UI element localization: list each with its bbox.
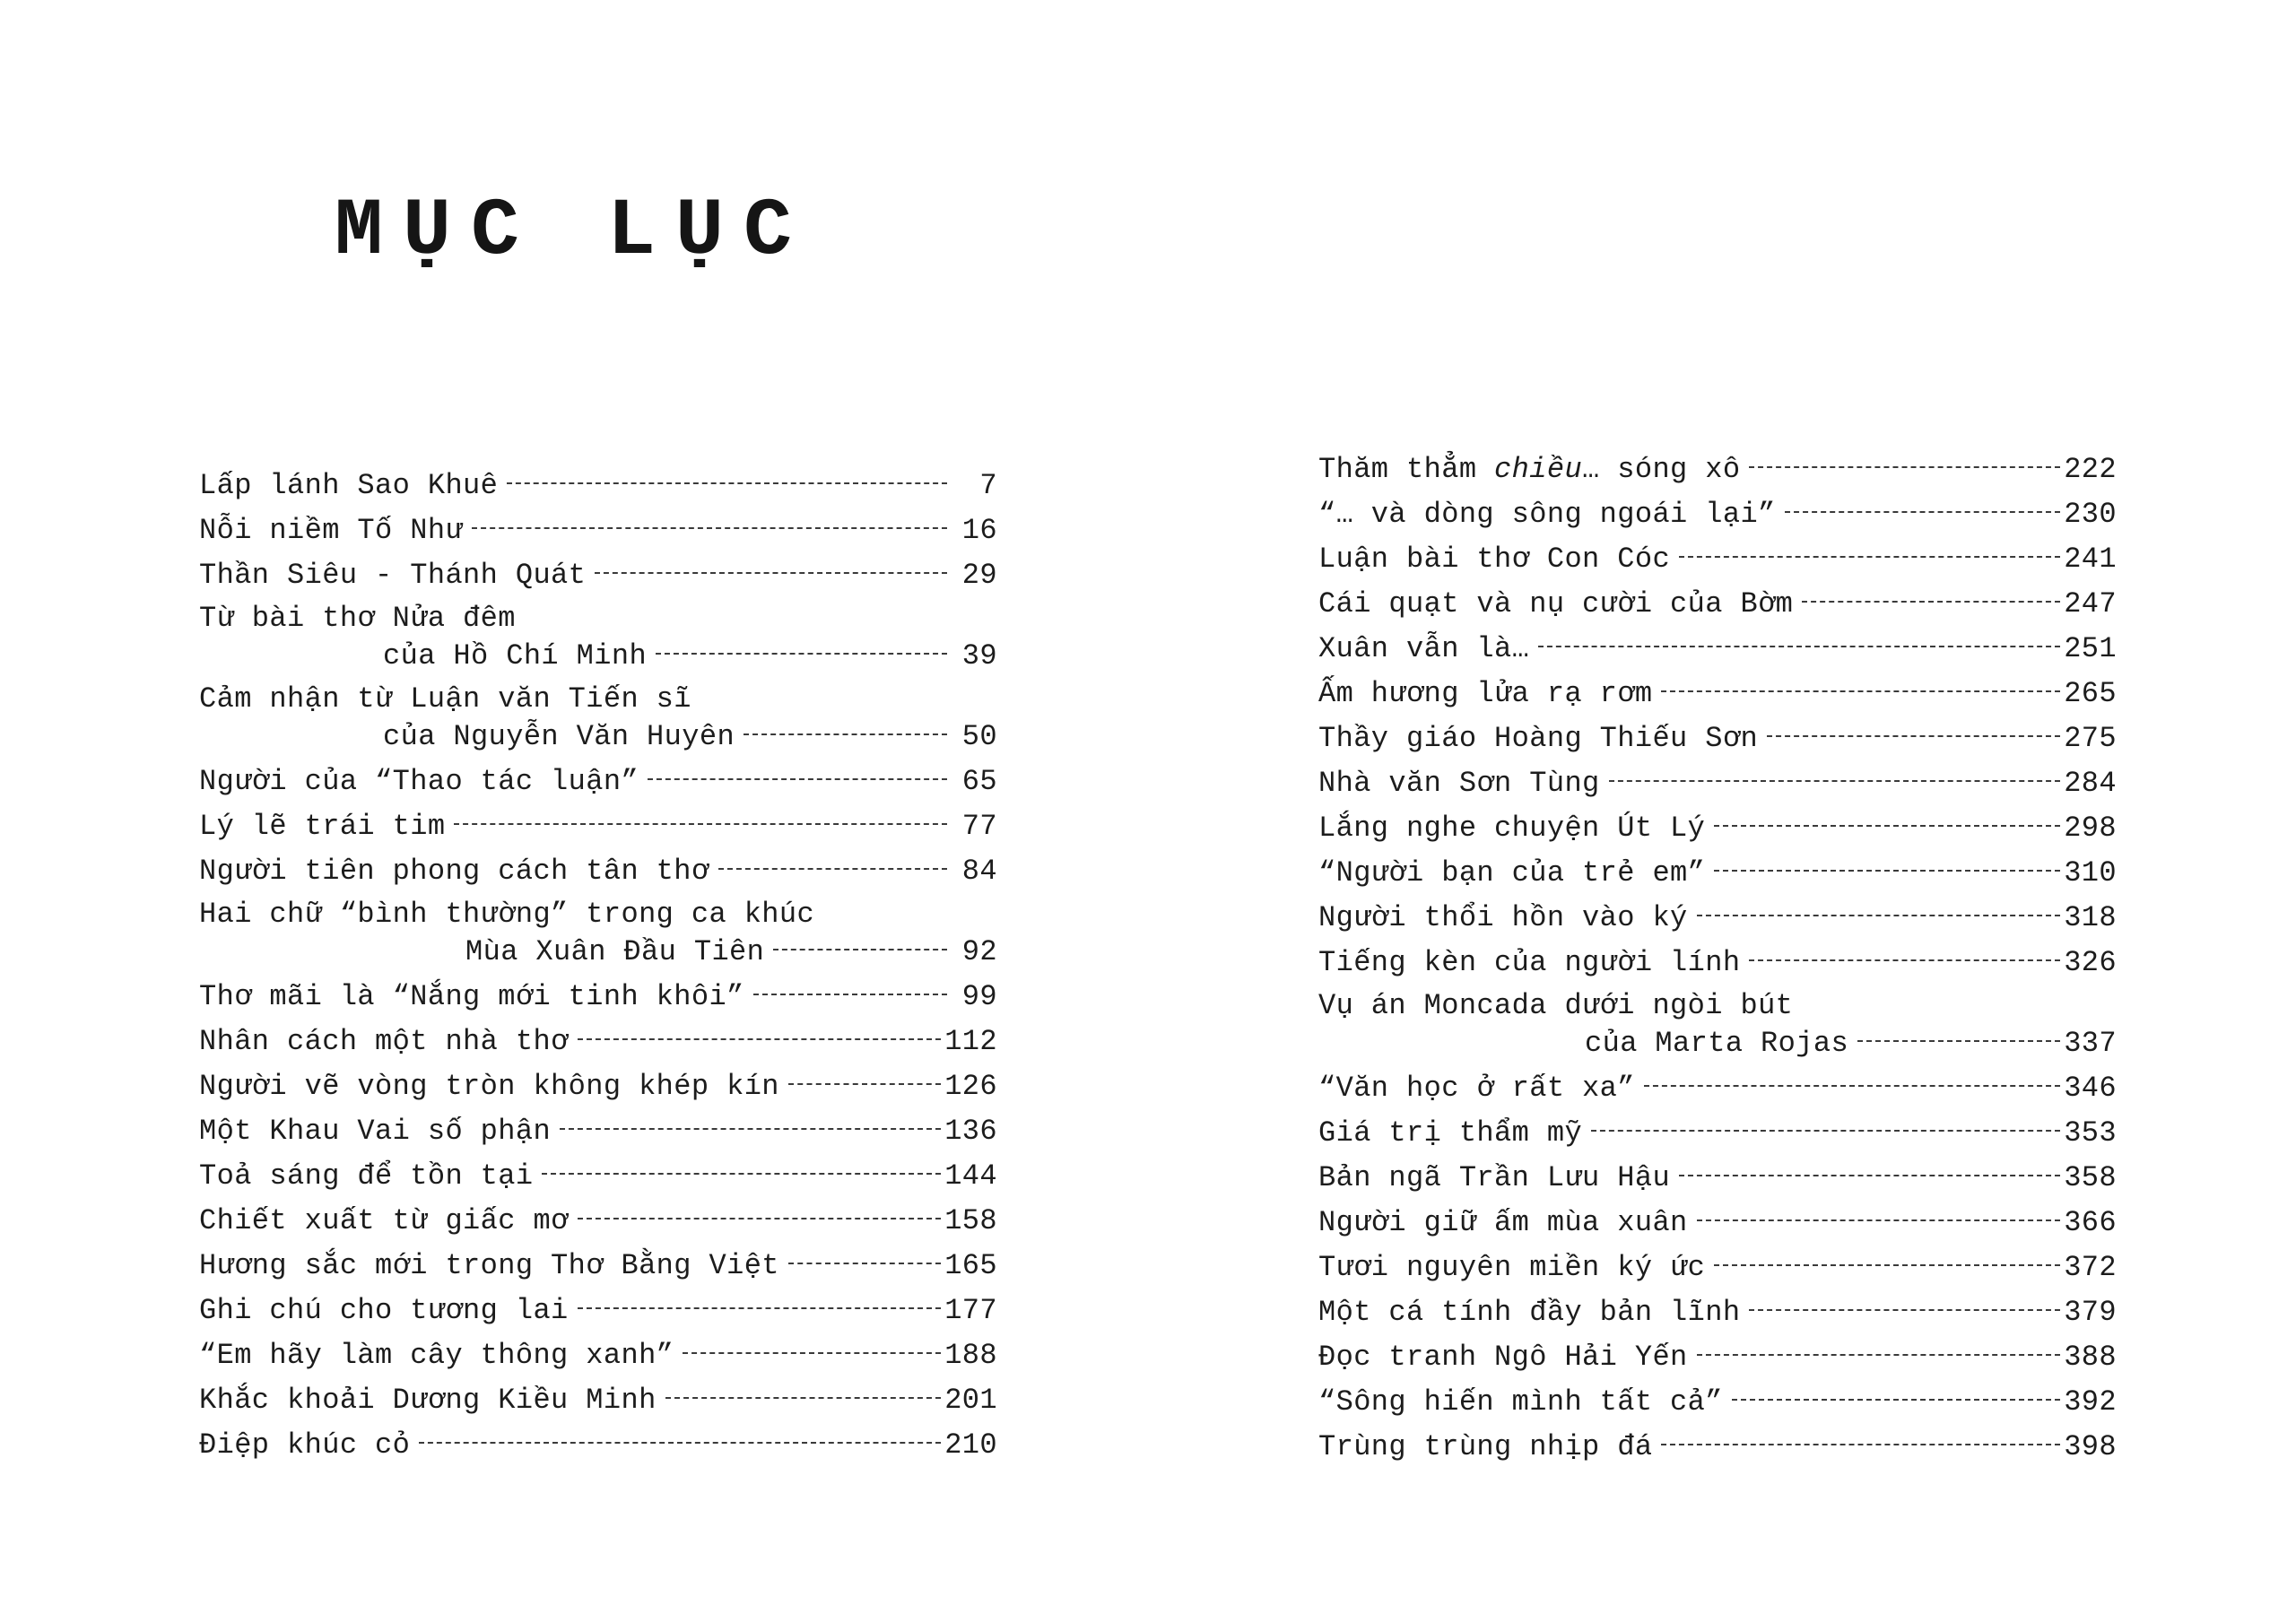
page-number: 92 [961,935,997,968]
toc-entry [1318,764,2117,803]
page-number: 39 [961,639,997,673]
page-number: 50 [961,720,997,753]
dot-leader [1767,735,2060,737]
page-number: 126 [944,1070,997,1103]
page-title: MỤC LỤC [335,187,813,278]
entry-title: Thăm thẳm chiều… sóng xô [1318,453,1741,486]
entry-title: Điệp khúc cỏ [199,1428,411,1462]
page-number: 251 [2064,632,2117,665]
dot-leader [472,527,947,529]
entry-title: Luận bài thơ Con Cóc [1318,542,1671,576]
page-number: 358 [2064,1161,2117,1194]
dot-leader [773,949,947,950]
page-number: 65 [961,765,997,798]
toc-right-column [1318,450,2117,1472]
dot-leader [1714,870,2060,872]
toc-entry [1318,450,2117,490]
page-number: 379 [2064,1296,2117,1329]
page-number: 284 [2064,767,2117,800]
entry-title-line1: Hai chữ “bình thường” trong ca khúc [199,898,815,931]
entry-title: Nhân cách một nhà thơ [199,1025,569,1058]
entry-title-line1: Vụ án Moncada dưới ngòi bút [1318,989,1794,1022]
dot-leader [1749,959,2060,961]
entry-title: Lắng nghe chuyện Út Lý [1318,812,1706,845]
page-number: 398 [2064,1430,2117,1463]
dot-leader [1679,556,2060,558]
toc-left-column [199,466,997,1471]
dot-leader [788,1083,941,1085]
dot-leader [1785,511,2061,513]
page-number: 388 [2064,1341,2117,1374]
entry-title: Tiếng kèn của người lính [1318,946,1741,979]
dot-leader [1697,1219,2061,1221]
dot-leader [683,1352,941,1354]
toc-entry [1318,674,2117,714]
dot-leader [665,1397,942,1399]
dot-leader [560,1128,941,1130]
toc-entry [199,1157,997,1196]
dot-leader [1644,1085,2060,1087]
dot-leader [1661,1444,2060,1445]
entry-title: Thầy giáo Hoàng Thiếu Sơn [1318,722,1759,755]
entry-title: Nỗi niềm Tố Như [199,514,464,547]
entry-title: Người giữ ấm mùa xuân [1318,1206,1688,1239]
page-number: 84 [961,855,997,888]
toc-entry [1318,1293,2117,1332]
page-number: 318 [2064,901,2117,934]
dot-leader [1661,690,2060,692]
toc-entry [199,1202,997,1241]
dot-leader [1679,1175,2060,1176]
dot-leader [578,1038,942,1040]
dot-leader [1714,825,2060,827]
page-number: 77 [961,810,997,843]
entry-title: Giá trị thẩm mỹ [1318,1116,1583,1150]
toc-entry [199,807,997,846]
entry-title: Toả sáng để tồn tại [199,1159,534,1193]
entry-title: Lấp lánh Sao Khuê [199,469,499,502]
entry-title: Bản ngã Trần Lưu Hậu [1318,1161,1671,1194]
toc-entry [1318,1069,2117,1108]
dot-leader [1857,1040,2060,1042]
page-number: 298 [2064,812,2117,845]
toc-entry [1318,1159,2117,1198]
entry-title: Xuân vẫn là… [1318,632,1530,665]
entry-title: Người thổi hồn vào ký [1318,901,1688,934]
dot-leader [656,653,947,655]
dot-leader [1802,601,2060,603]
dot-leader [1749,1309,2060,1311]
toc-entry [199,556,997,595]
page-number: 16 [961,514,997,547]
page-number: 353 [2064,1116,2117,1150]
dot-leader [1749,466,2060,468]
dot-leader [1538,646,2060,647]
toc-entry [1318,1383,2117,1422]
entry-title: “Em hãy làm cây thông xanh” [199,1339,674,1372]
toc-entry [199,1426,997,1465]
entry-title: “Sông hiến mình tất cả” [1318,1385,1723,1419]
dot-leader [1591,1130,2060,1132]
entry-title: Trùng trùng nhịp đá [1318,1430,1653,1463]
toc-entry [199,897,997,972]
page-number: 201 [944,1384,997,1417]
toc-entry [1318,1338,2117,1377]
entry-title-line2: của Marta Rojas [1585,1027,1849,1060]
toc-entry [1318,943,2117,983]
dot-leader [1697,1354,2061,1356]
page-number: 275 [2064,722,2117,755]
page-number: 144 [944,1159,997,1193]
toc-entry [199,1112,997,1151]
dot-leader [744,733,947,735]
page-number: 29 [961,559,997,592]
toc-entry [199,762,997,802]
toc-entry [199,852,997,891]
entry-title: Nhà văn Sơn Tùng [1318,767,1600,800]
toc-entry [1318,1114,2117,1153]
entry-title: Khắc khoải Dương Kiều Minh [199,1384,657,1417]
dot-leader [1732,1399,2060,1401]
page-number: 247 [2064,587,2117,621]
toc-entry [199,466,997,506]
dot-leader [578,1218,942,1219]
page-number: 392 [2064,1385,2117,1419]
toc-entry [199,511,997,551]
toc-entry [199,1381,997,1420]
toc-entry [1318,854,2117,893]
page-number: 177 [944,1294,997,1327]
dot-leader [1697,915,2061,916]
entry-title: Đọc tranh Ngô Hải Yến [1318,1341,1688,1374]
dot-leader [718,868,948,870]
page-number: 99 [961,980,997,1013]
page-number: 158 [944,1204,997,1237]
entry-title-line2: của Nguyễn Văn Huyên [383,720,735,753]
toc-entry [1318,495,2117,534]
dot-leader [1714,1264,2060,1266]
toc-entry [1318,1248,2117,1288]
entry-title: Thơ mãi là “Nắng mới tinh khôi” [199,980,744,1013]
page-number: 346 [2064,1072,2117,1105]
page-number: 188 [944,1339,997,1372]
toc-entry [1318,898,2117,938]
page-number: 265 [2064,677,2117,710]
toc-entry [1318,585,2117,624]
page-number: 7 [979,469,997,502]
entry-title: Người vẽ vòng tròn không khép kín [199,1070,779,1103]
toc-entry [199,1022,997,1062]
dot-leader [542,1173,941,1175]
toc-entry [1318,988,2117,1063]
page-number: 112 [944,1025,997,1058]
toc-entry [1318,1428,2117,1467]
entry-title: Ghi chú cho tương lai [199,1294,569,1327]
page-number: 337 [2064,1027,2117,1060]
entry-title: Hương sắc mới trong Thơ Bằng Việt [199,1249,779,1282]
toc-entry [199,601,997,676]
entry-title: “Văn học ở rất xa” [1318,1072,1635,1105]
page-number: 136 [944,1115,997,1148]
dot-leader [788,1263,941,1264]
toc-entry [1318,629,2117,669]
entry-title: Lý lẽ trái tim [199,810,446,843]
dot-leader [648,778,947,780]
entry-title: Cái quạt và nụ cười của Bờm [1318,587,1794,621]
page-number: 241 [2064,542,2117,576]
toc-entry [1318,809,2117,848]
dot-leader [507,482,947,484]
entry-title: Người tiên phong cách tân thơ [199,855,709,888]
entry-title: Thần Siêu - Thánh Quát [199,559,587,592]
page-number: 230 [2064,498,2117,531]
toc-entry [199,681,997,757]
page-number: 326 [2064,946,2117,979]
entry-title: Chiết xuất từ giấc mơ [199,1204,569,1237]
entry-title-line1: Từ bài thơ Nửa đêm [199,602,516,635]
entry-title: Ấm hương lửa rạ rơm [1318,677,1653,710]
entry-title: “… và dòng sông ngoái lại” [1318,498,1776,531]
toc-entry [1318,540,2117,579]
toc-entry [199,1067,997,1107]
page-number: 372 [2064,1251,2117,1284]
entry-title-line1: Cảm nhận từ Luận văn Tiến sĩ [199,682,691,716]
dot-leader [454,823,947,825]
dot-leader [595,572,947,574]
entry-title-line2: Mùa Xuân Đầu Tiên [465,935,765,968]
toc-entry [199,1246,997,1286]
entry-title-line2: của Hồ Chí Minh [383,639,648,673]
entry-title: Một cá tính đầy bản lĩnh [1318,1296,1741,1329]
entry-title: “Người bạn của trẻ em” [1318,856,1706,890]
entry-title: Người của “Thao tác luận” [199,765,639,798]
page-number: 210 [944,1428,997,1462]
dot-leader [753,994,947,995]
dot-leader [578,1307,942,1309]
dot-leader [419,1442,941,1444]
page-number: 165 [944,1249,997,1282]
toc-entry [199,977,997,1017]
page-number: 310 [2064,856,2117,890]
page-number: 366 [2064,1206,2117,1239]
toc-entry [1318,719,2117,759]
toc-entry [1318,1203,2117,1243]
entry-title: Một Khau Vai số phận [199,1115,552,1148]
toc-entry [199,1291,997,1331]
page-number: 222 [2064,453,2117,486]
toc-entry [199,1336,997,1376]
dot-leader [1609,780,2061,782]
entry-title-italic: chiều [1494,453,1583,486]
entry-title: Tươi nguyên miền ký ức [1318,1251,1706,1284]
